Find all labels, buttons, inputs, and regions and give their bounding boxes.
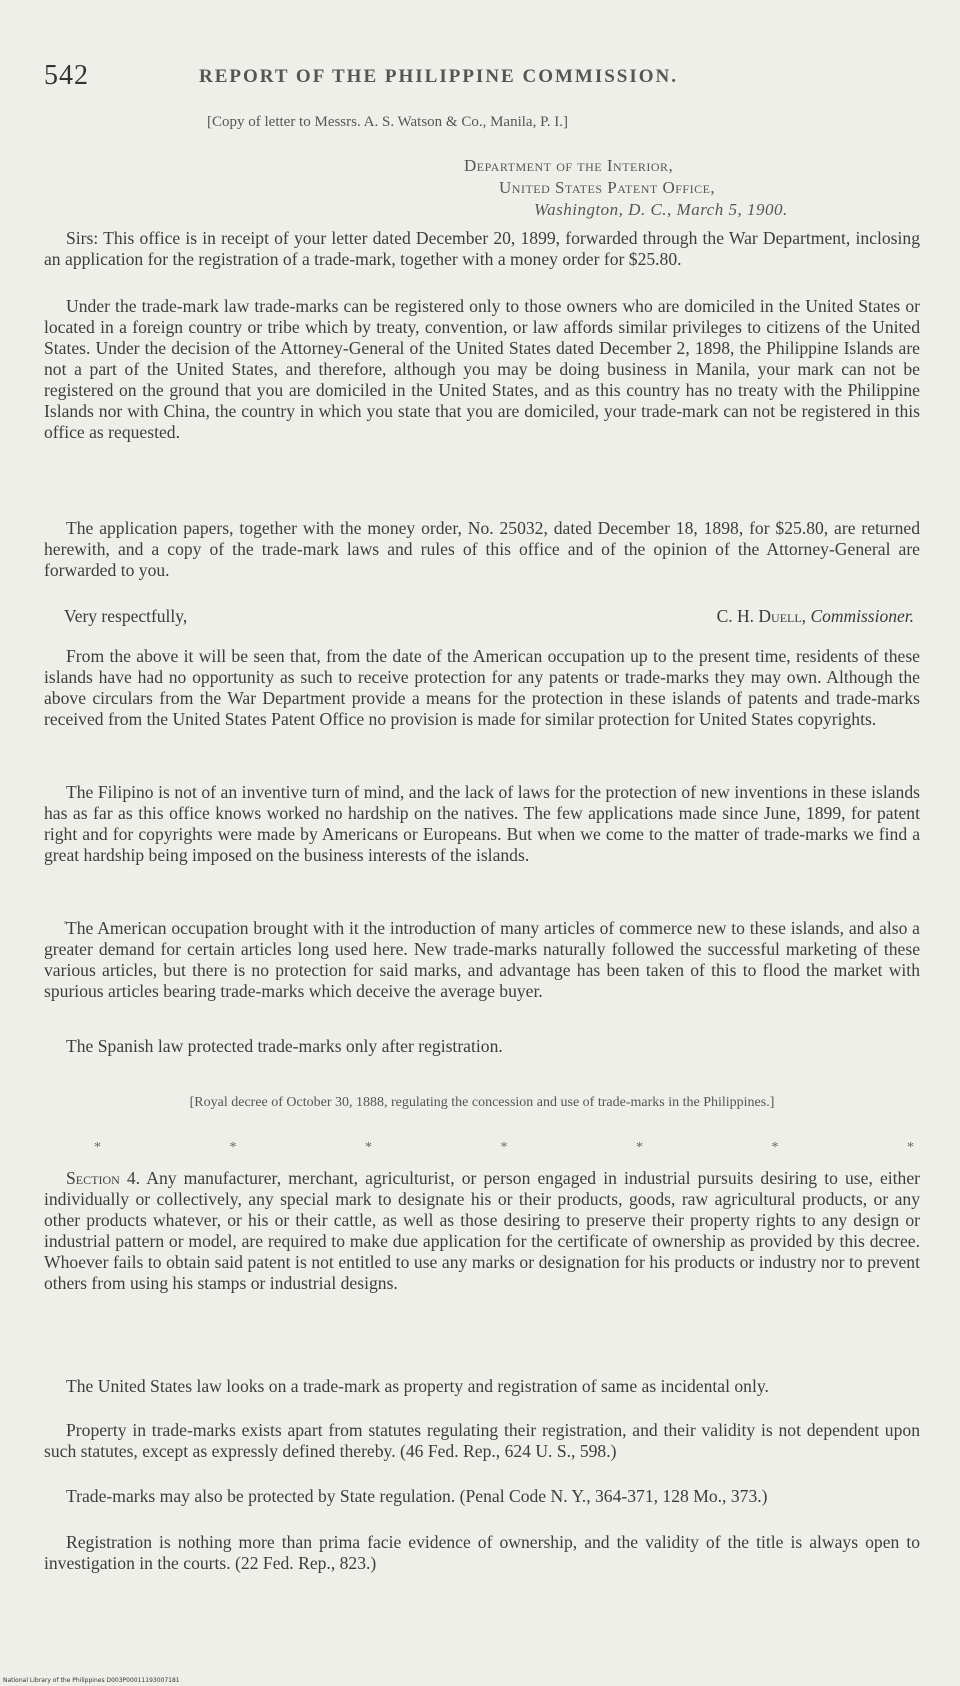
- address-line-1: Department of the Interior,: [464, 156, 674, 175]
- copy-note: [Copy of letter to Messrs. A. S. Watson & Co., Manila, P. I.]: [207, 114, 569, 130]
- address-line-3: Washington, D. C., March 5, 1900.: [534, 200, 788, 219]
- ellipsis-star: *: [229, 1140, 237, 1155]
- closing-paragraph-1: The United States law looks on a trade-mark as property and registration of same as incidental only.: [66, 1376, 769, 1396]
- ellipsis-star: *: [907, 1140, 914, 1155]
- body-paragraph-3: The American occupation brought with it the introduction of many articles of commerce new to these islands, and also a greater demand for certain articles long used here. New trade-marks naturally followed the successful marketing of these various articles, but there is no protection for said marks, and advantage has been taken of this to flood the market with spurious articles bearing trade-marks which deceive the average buyer.: [44, 918, 920, 1001]
- closing-paragraph-4: Registration is nothing more than prima facie evidence of ownership, and the validity of the title is always open to investigation in the courts. (22 Fed. Rep., 823.): [44, 1532, 920, 1573]
- address-line-2: United States Patent Office,: [499, 178, 716, 197]
- running-head: REPORT OF THE PHILIPPINE COMMISSION.: [199, 66, 679, 87]
- document-page: [44, 0, 920, 1686]
- signature-name: C. H. Duell,: [716, 606, 807, 626]
- ellipsis-star: *: [94, 1140, 101, 1155]
- ellipsis-star: *: [365, 1140, 372, 1155]
- page-number: 542: [44, 60, 89, 91]
- scan-footer: National Library of the Philippines D003P00011193007181: [3, 1677, 180, 1684]
- letter-paragraph-2: Under the trade-mark law trade-marks can be registered only to those owners who are domiciled in the United States or located in a foreign country or tribe which by treaty, convention, or law affords similar privileges to citizens of the United States. Under the decision of the Attorney-General of the United States dated December 2, 1898, the Philippine Islands are not a part of the United States, and therefore, although you may be doing business in Manila, your mark can not be registered on the ground that you are domiciled in the United States, and as this country has no treaty with the Philippine Islands nor with China, the country in which you state that you are domiciled, your trade-mark can not be registered in this office as requested.: [44, 296, 920, 442]
- letter-paragraph-3: The application papers, together with the money order, No. 25032, dated December 18, 1898, for $25.80, are returned herewith, and a copy of the trade-mark laws and rules of this office and of the opinion of the Attorney-General are forwarded to you.: [44, 518, 920, 580]
- section-4-lead: Section 4.: [66, 1168, 141, 1188]
- signature-title: Commissioner.: [810, 606, 914, 626]
- letter-paragraph-1: Sirs: This office is in receipt of your letter dated December 20, 1899, forwarded through the War Department, inclosing an application for the registration of a trade-mark, together with a money order for $25.80.: [44, 228, 920, 269]
- body-paragraph-4: The Spanish law protected trade-marks only after registration.: [66, 1036, 503, 1056]
- ellipsis-row: [94, 1140, 914, 1156]
- closing-paragraph-2: Property in trade-marks exists apart from statutes regulating their registration, and their validity is not dependent upon such statutes, except as expressly defined thereby. (46 Fed. Rep., 624 U. S., 598.): [44, 1420, 920, 1461]
- ellipsis-star: *: [500, 1140, 508, 1155]
- body-paragraph-1: From the above it will be seen that, from the date of the American occupation up to the present time, residents of these islands have had no opportunity as such to receive protection for any patents or trade-marks they may own. Although the above circulars from the War Department provide a means for the protection in these islands of patents and trade-marks received from the United States Patent Office no provision is made for similar protection for United States copyrights.: [44, 646, 920, 729]
- section-4-text: Any manufacturer, merchant, agriculturist, or person engaged in industrial pursuits desiring to use, either individually or collectively, any special mark to designate his or their products, goods, raw agricultural products, or any other products whatever, or his or their cattle, as well as those desiring to preserve their property rights to any design or industrial pattern or model, are required to make due application for the certificate of ownership as provided by this decree. Whoever fails to obtain said patent is not entitled to use any marks or designation for his products or industry nor to prevent others from using his stamps or industrial designs.: [44, 1168, 920, 1293]
- letter-closing: Very respectfully,: [64, 606, 188, 626]
- closing-paragraph-3: Trade-marks may also be protected by State regulation. (Penal Code N. Y., 364-371, 128 Mo., 373.): [66, 1486, 768, 1506]
- body-paragraph-2: The Filipino is not of an inventive turn of mind, and the lack of laws for the protection of new inventions in these islands has as far as this office knows worked no hardship on the natives. The few applications made since June, 1899, for patent right and for copyrights were made by Americans or Europeans. But when we come to the matter of trade-marks we find a great hardship being imposed on the business interests of the islands.: [44, 782, 920, 865]
- decree-note: [Royal decree of October 30, 1888, regulating the concession and use of trade-marks in the Philippines.]: [189, 1095, 775, 1110]
- ellipsis-star: *: [636, 1140, 643, 1155]
- section-4-paragraph: [44, 1168, 920, 1294]
- ellipsis-star: *: [771, 1140, 779, 1155]
- page-header: [44, 60, 920, 94]
- letter-signature: [717, 606, 914, 627]
